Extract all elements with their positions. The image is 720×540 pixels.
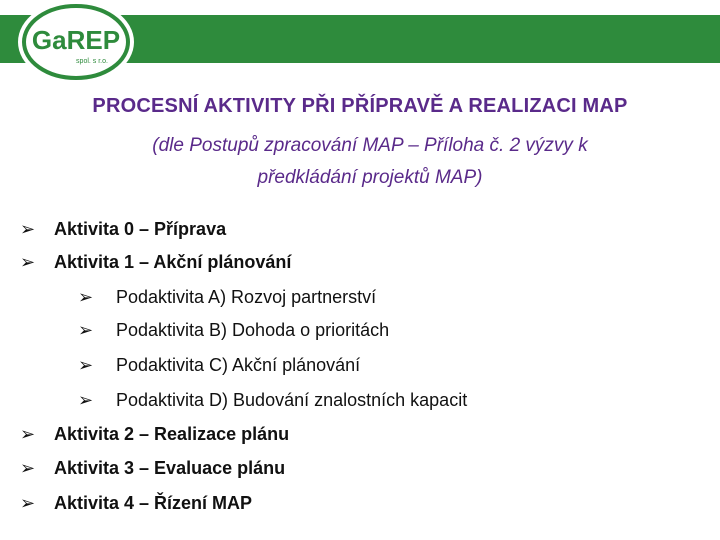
page-title: PROCESNÍ AKTIVITY PŘI PŘÍPRAVĚ A REALIZACI MAP	[92, 95, 628, 117]
arrow-bullet-icon: ➢	[78, 287, 94, 307]
list-item-text: Aktivita 3 – Evaluace plánu	[54, 458, 286, 478]
page-subtitle	[70, 130, 670, 194]
garep-logo-icon	[18, 0, 134, 84]
logo-subtext: spol. s r.o.	[76, 58, 108, 65]
arrow-bullet-icon: ➢	[78, 355, 94, 375]
subtitle-line-2: předkládání projektů MAP)	[257, 167, 483, 188]
list-item	[20, 486, 252, 520]
company-logo	[18, 0, 134, 84]
subtitle-line-1: (dle Postupů zpracování MAP – Příloha č. 2 výzvy k	[152, 135, 588, 156]
list-item-text: Podaktivita A) Rozvoj partnerství	[116, 287, 377, 307]
list-item	[20, 212, 226, 246]
list-item	[78, 383, 467, 417]
arrow-bullet-icon: ➢	[78, 320, 94, 340]
list-item-text: Aktivita 0 – Příprava	[54, 219, 227, 239]
list-item	[78, 280, 376, 314]
list-item-text: Podaktivita C) Akční plánování	[116, 355, 361, 375]
list-item-text: Podaktivita D) Budování znalostních kapacit	[116, 390, 468, 410]
arrow-bullet-icon: ➢	[20, 219, 36, 239]
arrow-bullet-icon: ➢	[78, 390, 94, 410]
list-item	[78, 348, 360, 382]
arrow-bullet-icon: ➢	[20, 424, 36, 444]
logo-text: GaREP	[31, 25, 121, 55]
arrow-bullet-icon: ➢	[20, 252, 36, 272]
list-item	[20, 417, 289, 451]
list-item	[78, 313, 389, 347]
list-item-text: Aktivita 1 – Akční plánování	[54, 252, 292, 272]
arrow-bullet-icon: ➢	[20, 458, 36, 478]
list-item	[20, 245, 291, 279]
arrow-bullet-icon: ➢	[20, 493, 36, 513]
list-item-text: Aktivita 4 – Řízení MAP	[54, 493, 253, 513]
list-item-text: Podaktivita B) Dohoda o prioritách	[116, 320, 390, 340]
list-item	[20, 451, 285, 485]
list-item-text: Aktivita 2 – Realizace plánu	[54, 424, 290, 444]
